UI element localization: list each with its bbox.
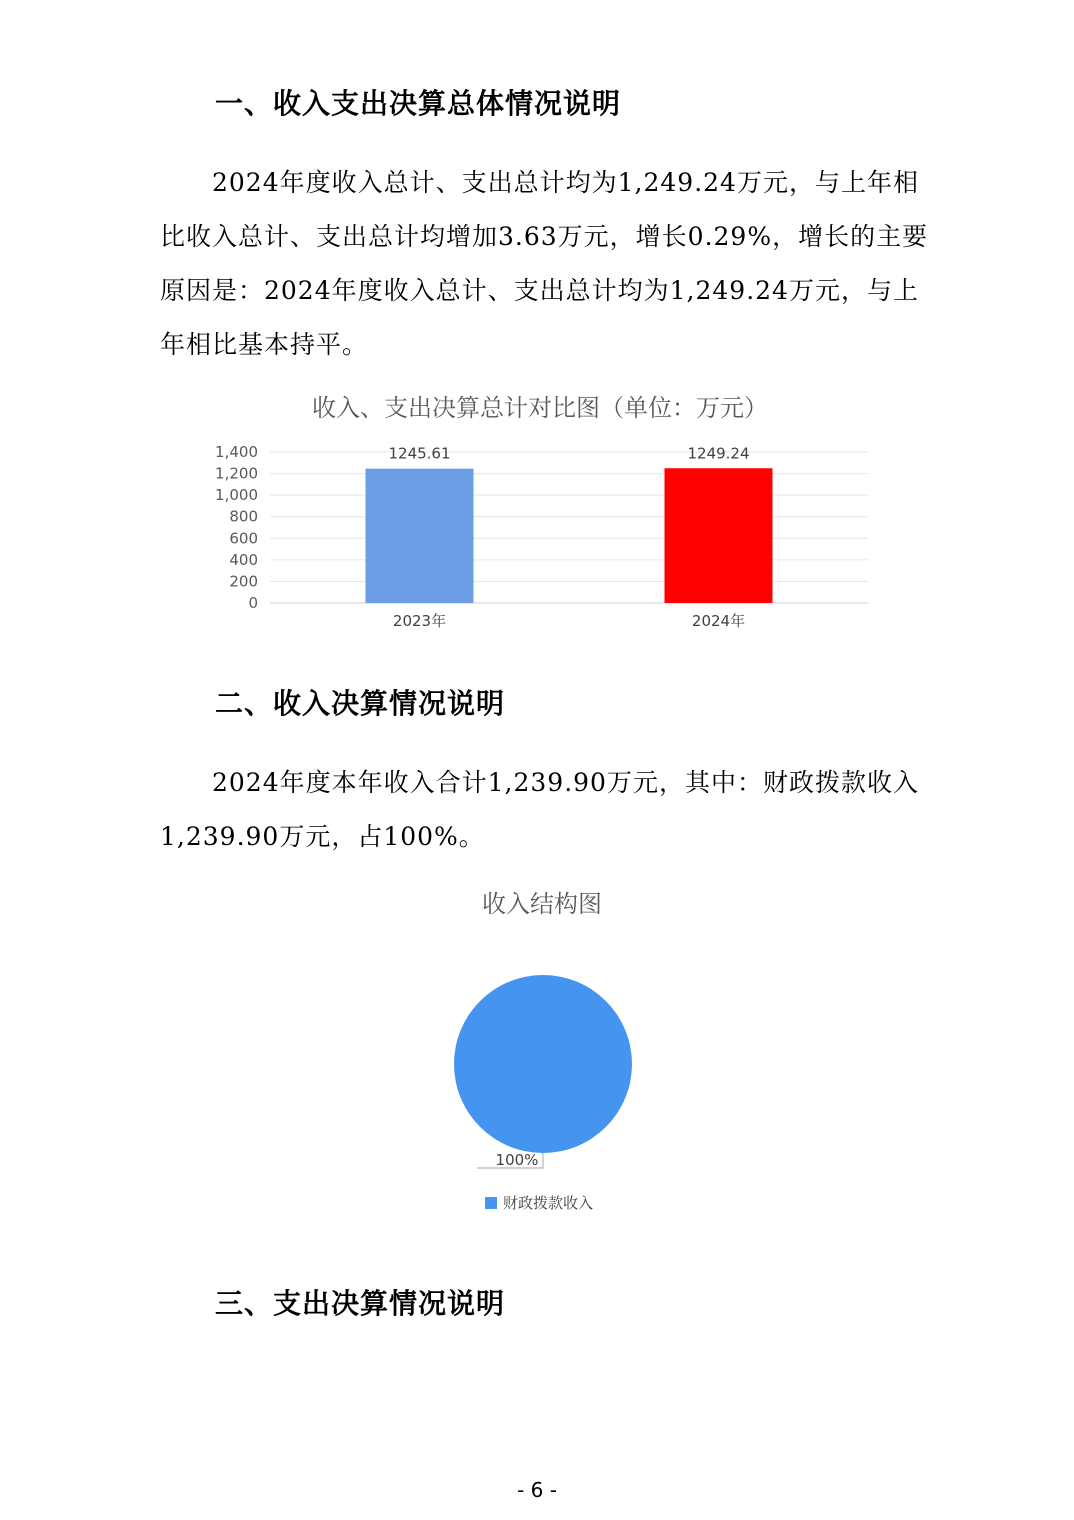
- bar-value-label: 1245.61: [388, 444, 451, 463]
- bar-value-label: 1249.24: [687, 444, 750, 463]
- section2-heading: 二、收入决算情况说明: [215, 687, 506, 720]
- legend-label: 财政拨款收入: [503, 1194, 594, 1212]
- bar-chart-title: 收入、支出决算总计对比图（单位：万元）: [312, 394, 768, 422]
- x-tick-label: 2024年: [691, 612, 746, 630]
- paragraph-line: 1,239.90万元，占100%。: [160, 822, 485, 851]
- section3-heading: 三、支出决算情况说明: [215, 1287, 506, 1320]
- y-tick-label: 200: [229, 572, 258, 591]
- paragraph-line: 原因是：2024年度收入总计、支出总计均为1,249.24万元，与上: [160, 276, 919, 305]
- paragraph-line: 比收入总计、支出总计均增加3.63万元，增长0.29%，增长的主要: [160, 222, 929, 251]
- paragraph-line: 2024年度收入总计、支出总计均为1,249.24万元，与上年相: [160, 168, 919, 197]
- legend-swatch: [485, 1197, 497, 1209]
- y-tick-label: 1,200: [215, 464, 258, 483]
- pie-legend: [485, 1192, 593, 1213]
- section1-paragraph: [160, 156, 930, 372]
- y-tick-label: 400: [229, 550, 258, 569]
- bar: [366, 469, 474, 603]
- pie-slice-label: 100%: [495, 1151, 539, 1169]
- bar-chart: [190, 438, 890, 638]
- section1-heading: 一、收入支出决算总体情况说明: [215, 87, 622, 120]
- bar: [665, 468, 773, 603]
- y-tick-label: 800: [229, 507, 258, 526]
- pie-slice: [454, 975, 632, 1153]
- pie-chart-title: 收入结构图: [482, 890, 602, 918]
- y-tick-label: 1,400: [215, 443, 258, 461]
- page-number: - 6 -: [517, 1478, 557, 1502]
- x-tick-label: 2023年: [392, 612, 447, 630]
- y-tick-label: 0: [248, 594, 258, 612]
- paragraph-line: 年相比基本持平。: [160, 330, 369, 359]
- paragraph-line: 2024年度本年收入合计1,239.90万元，其中：财政拨款收入: [160, 768, 919, 797]
- pie-chart: [412, 960, 672, 1180]
- y-tick-label: 1,000: [215, 486, 258, 505]
- y-tick-label: 600: [229, 529, 258, 548]
- section2-paragraph: [160, 756, 930, 864]
